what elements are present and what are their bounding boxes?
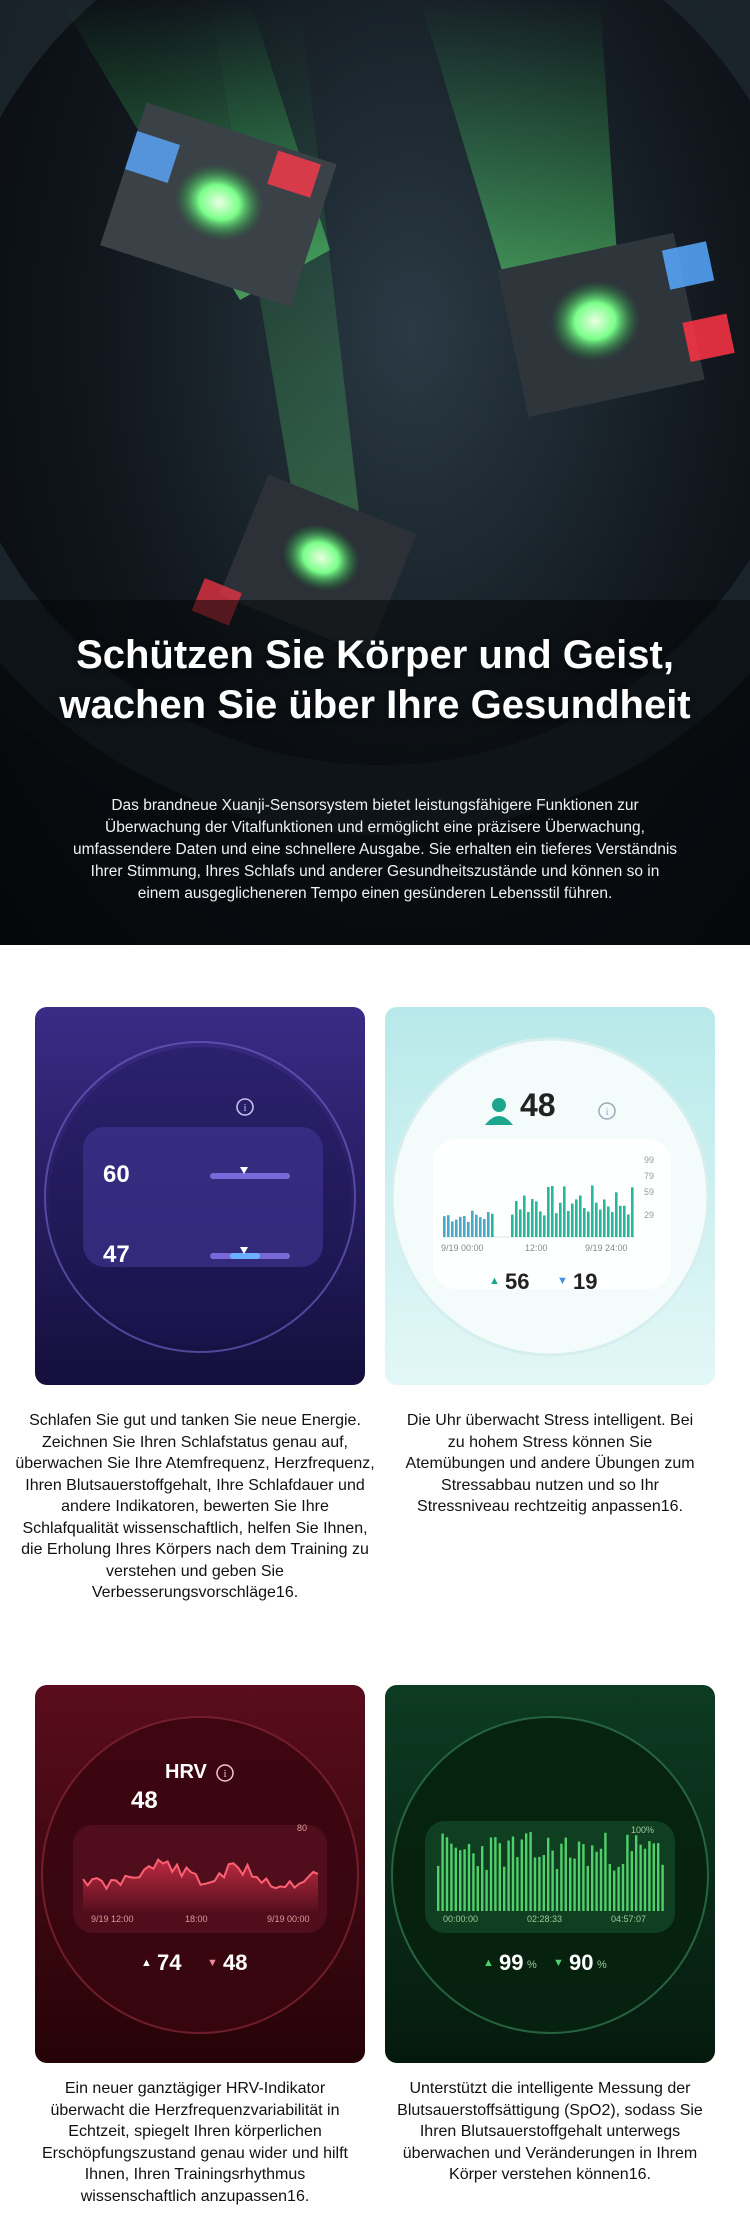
hrv-time-end: 9/19 00:00 (267, 1914, 310, 1924)
sleep-caption: Schlafen Sie gut und tanken Sie neue Energie. Zeichnen Sie Ihren Schlafstatus genau auf, überwachen Sie Ihre Atemfrequenz, Herzfrequenz, Ihren Blutsauerstoffgehalt, Ihre Schlafdauer und andere Indikatoren, bewerten Sie Ihre Schlafqualität wissenschaftlich, helfen Sie Ihnen, die Erholung Ihres Körpers nach dem Training zu verstehen und geben Sie Verbesserungsvorschläge16. (15, 1412, 375, 1601)
stress-bar (607, 1206, 610, 1237)
stress-bar (487, 1212, 490, 1237)
hrv-time-mid: 18:00 (185, 1914, 208, 1924)
svg-text:i: i (605, 1106, 609, 1118)
stress-bar (531, 1199, 534, 1237)
stress-bar (555, 1213, 558, 1237)
stress-axis-59: 59 (644, 1187, 655, 1197)
spo2-watch-screen (385, 1685, 715, 2063)
spo2-bar (503, 1867, 505, 1911)
stress-bar (587, 1212, 590, 1237)
spo2-bar (661, 1865, 663, 1911)
spo2-bar (543, 1855, 545, 1911)
stress-bar (515, 1201, 518, 1237)
spo2-bar (472, 1853, 474, 1911)
spo2-time-start: 00:00:00 (443, 1914, 479, 1924)
spo2-bar (485, 1870, 487, 1911)
stress-bar (471, 1211, 474, 1237)
stress-bar (463, 1216, 466, 1237)
spo2-bar (512, 1837, 514, 1911)
spo2-max-arrow: ▲ (483, 1957, 494, 1969)
spo2-bar (609, 1864, 611, 1911)
hrv-card (35, 1685, 365, 2063)
spo2-min-unit: % (597, 1959, 607, 1971)
stress-bar (623, 1206, 626, 1237)
sleep-card (35, 1007, 365, 1385)
stress-bar (603, 1199, 606, 1237)
spo2-bar (600, 1849, 602, 1911)
stress-time-end: 9/19 24:00 (585, 1243, 628, 1253)
stress-bar (467, 1222, 470, 1237)
hrv-min-arrow: ▼ (207, 1957, 218, 1969)
svg-text:i: i (223, 1768, 227, 1780)
spo2-bar (626, 1835, 628, 1911)
sleep-value-1: 60 (103, 1161, 130, 1188)
spo2-bar (494, 1837, 496, 1911)
spo2-bar (560, 1844, 562, 1911)
spo2-bar (437, 1866, 439, 1911)
spo2-axis-top: 100% (631, 1825, 655, 1835)
stress-min-arrow: ▼ (557, 1275, 568, 1287)
sleep-watch-screen (35, 1007, 365, 1385)
stress-bar (479, 1217, 482, 1237)
spo2-bar (455, 1848, 457, 1911)
hrv-value: 48 (131, 1787, 158, 1814)
spo2-bar (490, 1837, 492, 1911)
stress-bar (447, 1215, 450, 1237)
spo2-bar (565, 1838, 567, 1911)
sleep-value-2: 47 (103, 1241, 130, 1268)
spo2-bar (547, 1838, 549, 1911)
stress-bar (551, 1186, 554, 1237)
spo2-time-end: 04:57:07 (611, 1914, 647, 1924)
spo2-max: 99 (499, 1950, 524, 1975)
spo2-max-unit: % (527, 1959, 537, 1971)
stress-bar (491, 1214, 494, 1237)
spo2-bar (569, 1858, 571, 1911)
stress-watch-screen (385, 1007, 715, 1385)
stress-bar (535, 1201, 538, 1237)
spo2-bar (657, 1843, 659, 1911)
spo2-bar (635, 1835, 637, 1911)
spo2-bar (591, 1845, 593, 1911)
spo2-bar (538, 1857, 540, 1911)
spo2-bar (653, 1843, 655, 1911)
spo2-bar (477, 1866, 479, 1911)
stress-bar (571, 1204, 574, 1237)
spo2-bar (587, 1866, 589, 1911)
spo2-min-arrow: ▼ (553, 1957, 564, 1969)
spo2-bar (441, 1834, 443, 1911)
stress-bar (591, 1185, 594, 1237)
spo2-bar (450, 1844, 452, 1911)
spo2-caption: Unterstützt die intelligente Messung der Blutsauerstoffsättigung (SpO2), sodass Sie Ihren Blutsauerstoffgehalt unterwegs überwachen und Veränderungen in Ihrem Körper verstehen können16. (397, 2080, 703, 2183)
spo2-card (385, 1685, 715, 2063)
stress-bar (459, 1217, 462, 1237)
spo2-bar (573, 1859, 575, 1911)
spo2-bar (534, 1857, 536, 1911)
stress-axis-79: 79 (644, 1171, 655, 1181)
spo2-bar (648, 1841, 650, 1911)
spo2-min: 90 (569, 1950, 594, 1975)
stress-bar (483, 1219, 486, 1237)
stress-bar (631, 1187, 634, 1237)
hero-banner (0, 0, 750, 945)
stress-bar (579, 1196, 582, 1237)
stress-bar (451, 1221, 454, 1237)
stress-bar (575, 1199, 578, 1237)
stress-bar (595, 1203, 598, 1237)
stress-bar (583, 1208, 586, 1237)
spo2-bar (617, 1867, 619, 1911)
stress-bar (511, 1215, 514, 1237)
stress-bar (627, 1214, 630, 1237)
spo2-bar (459, 1850, 461, 1911)
stress-axis-29: 29 (644, 1210, 655, 1220)
stress-bar (475, 1215, 478, 1237)
stress-time-mid: 12:00 (525, 1243, 548, 1253)
spo2-bar (507, 1840, 509, 1911)
stress-time-start: 9/19 00:00 (441, 1243, 484, 1253)
spo2-bar (622, 1864, 624, 1911)
spo2-bar (499, 1843, 501, 1911)
spo2-bar (556, 1869, 558, 1911)
stress-value: 48 (520, 1087, 556, 1123)
spo2-bar (481, 1846, 483, 1911)
hrv-caption: Ein neuer ganztägiger HRV-Indikator überwacht die Herzfrequenzvariabilität in Echtzeit, spiegelt Ihren körperlichen Erschöpfungszustand genau wider und hilft Ihnen, Ihren Trainingsrhythmus wissenschaftlich anzupassen16. (42, 2080, 348, 2205)
hrv-max: 74 (157, 1950, 182, 1975)
spo2-bar (595, 1852, 597, 1911)
stress-bar (543, 1215, 546, 1237)
hrv-watch-screen (35, 1685, 365, 2063)
stress-caption: Die Uhr überwacht Stress intelligent. Bei zu hohem Stress können Sie Atemübungen und andere Übungen zum Stressabbau nutzen und so Ihr Stressniveau rechtzeitig anpassen16. (405, 1412, 695, 1515)
stress-bar (563, 1186, 566, 1237)
stress-max: 56 (505, 1269, 530, 1294)
spo2-bar (468, 1844, 470, 1911)
stress-card (385, 1007, 715, 1385)
spo2-bar (446, 1837, 448, 1911)
svg-text:i: i (243, 1102, 247, 1114)
spo2-bar (613, 1871, 615, 1911)
spo2-bar (644, 1849, 646, 1911)
spo2-bar (516, 1857, 518, 1911)
spo2-bar (578, 1841, 580, 1911)
hero-description: Das brandneue Xuanji-Sensorsystem bietet leistungsfähigere Funktionen zur Überwachung der Vitalfunktionen und ermöglicht eine präzisere Überwachung, umfassendere Daten und eine schnellere Ausgabe. Sie erhalten ein tieferes Verständnis Ihrer Stimmung, Ihres Schlafs und anderer Gesundheitszustände und können so in einem ausgeglicheneren Tempo einen gesünderen Lebensstil führen. (72, 797, 678, 902)
hrv-axis-top: 80 (297, 1823, 308, 1833)
hero-title: Schützen Sie Körper und Geist, wachen Sie über Ihre Gesundheit (59, 633, 691, 727)
stress-bar (443, 1216, 446, 1237)
spo2-bar (582, 1844, 584, 1911)
stress-bar (523, 1195, 526, 1237)
spo2-time-mid: 02:28:33 (527, 1914, 563, 1924)
spo2-bar (551, 1851, 553, 1911)
stress-bar (615, 1192, 618, 1237)
stress-min: 19 (573, 1269, 598, 1294)
stress-axis-99: 99 (644, 1155, 655, 1165)
stress-bar (559, 1203, 562, 1237)
stress-bar (619, 1206, 622, 1237)
hrv-label: HRV (165, 1761, 207, 1783)
stress-bar (539, 1211, 542, 1237)
spo2-bar (631, 1851, 633, 1911)
stress-bar (527, 1212, 530, 1237)
stress-bar (567, 1211, 570, 1237)
stress-bar (547, 1187, 550, 1237)
stress-bar (455, 1220, 458, 1237)
stress-bar (611, 1212, 614, 1237)
spo2-bar (639, 1845, 641, 1911)
stress-bar (519, 1209, 522, 1237)
spo2-bar (521, 1839, 523, 1911)
hrv-time-start: 9/19 12:00 (91, 1914, 134, 1924)
spo2-bar (529, 1832, 531, 1911)
hrv-max-arrow: ▲ (141, 1957, 152, 1969)
spo2-bar (463, 1849, 465, 1911)
spo2-bar (525, 1833, 527, 1911)
stress-bar (599, 1210, 602, 1237)
spo2-bar (604, 1833, 606, 1911)
stress-max-arrow: ▲ (489, 1275, 500, 1287)
hrv-min: 48 (223, 1950, 248, 1975)
